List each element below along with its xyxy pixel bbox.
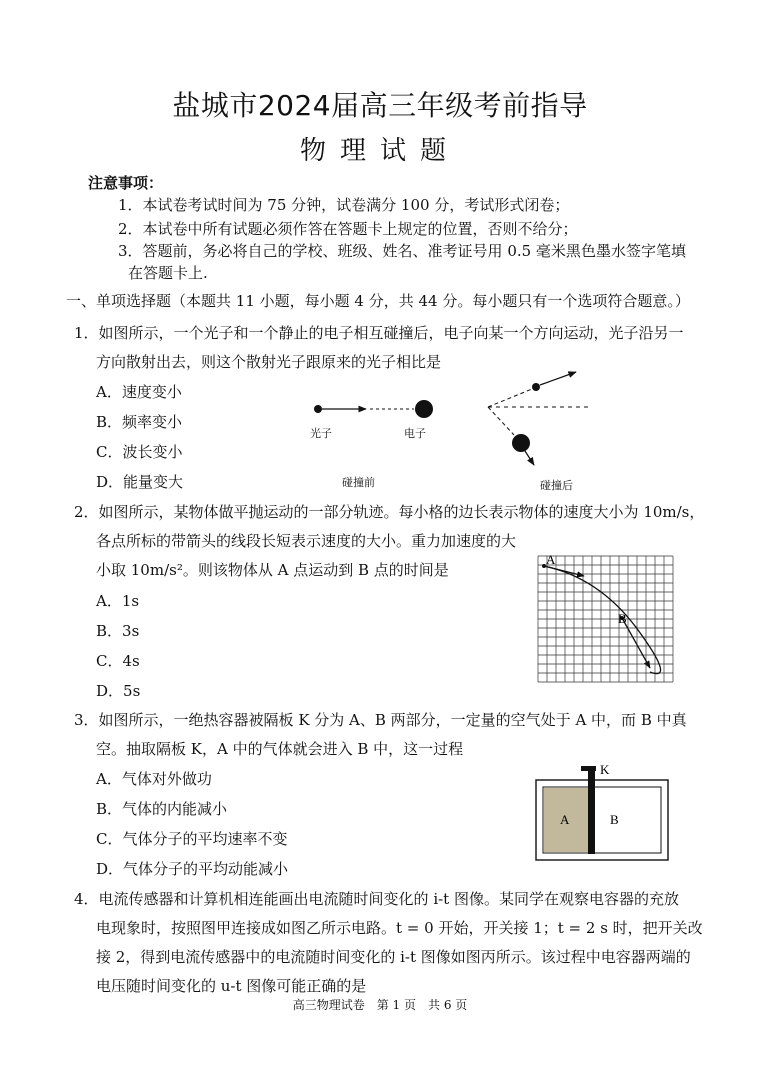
electron-label: 电子: [404, 427, 426, 440]
q2-stem-line3: 小取 10m/s²。则该物体从 A 点运动到 B 点的时间是: [96, 561, 449, 579]
q1-option-b: B．频率变小: [96, 413, 183, 431]
q2-option-a: A．1s: [96, 592, 140, 610]
before-label: 碰撞前: [342, 476, 375, 489]
q1-option-d: D．能量变大: [96, 473, 184, 491]
q2-option-c: C．4s: [96, 652, 140, 670]
photon-scatter-path: [488, 389, 532, 407]
after-collision: [488, 372, 592, 465]
label-k: K: [600, 762, 610, 777]
electron-scatter-path: [488, 407, 514, 435]
velocity-arrow-a: [544, 566, 584, 576]
q3-stem-line1: 3．如图所示，一绝热容器被隔板 K 分为 A、B 两部分，一定量的空气处于 A 中，而 B 中真: [74, 711, 687, 729]
notice-heading: 注意事项：: [88, 174, 164, 192]
q3-option-b: B．气体的内能减小: [96, 800, 228, 818]
notice-item-3-cont: 在答题卡上.: [128, 264, 208, 282]
q2-trajectory-figure: [530, 548, 690, 688]
q1-option-a: A．速度变小: [96, 383, 182, 401]
trajectory-curve: [544, 566, 661, 674]
q1-stem-line2: 方向散射出去，则这个散射光子跟原来的光子相比是: [96, 353, 442, 371]
before-collision: [314, 400, 433, 418]
q4-stem-line4: 电压随时间变化的 u-t 图像可能正确的是: [96, 977, 367, 995]
q3-option-d: D．气体分子的平均动能减小: [96, 860, 289, 878]
photon-label: 光子: [310, 427, 332, 440]
electron-dot: [415, 400, 433, 418]
q2-option-d: D．5s: [96, 682, 141, 700]
page-footer: 高三物理试卷 第 1 页 共 6 页: [292, 998, 468, 1012]
q2-stem-line2: 各点所标的带箭头的线段长短表示速度的大小。重力加速度的大: [96, 532, 517, 550]
notice-item-1: 1．本试卷考试时间为 75 分钟，试卷满分 100 分，考试形式闭卷；: [118, 196, 570, 214]
scattered-photon-arrow: [540, 372, 576, 385]
q4-stem-line2: 电现象时，按照图甲连接成如图乙所示电路。t = 0 开始，开关接 1；t = 2 s 时，把开关改: [96, 919, 703, 937]
q2-option-b: B．3s: [96, 622, 140, 640]
notice-item-2: 2．本试卷中所有试题必须作答在答题卡上规定的位置，否则不给分；: [118, 220, 578, 238]
scattered-electron-dot: [512, 434, 530, 452]
q1-collision-figure: [300, 365, 620, 490]
subject-title: 物理试题: [299, 136, 460, 166]
grid: [538, 556, 673, 682]
notice-item-3: 3．答题前，务必将自己的学校、班级、姓名、准考证号用 0.5 毫米黑色墨水签字笔填: [118, 242, 686, 260]
label-a: A: [560, 812, 570, 827]
q3-container-figure: [530, 758, 680, 863]
scattered-photon-dot: [532, 383, 540, 391]
q1-option-c: C．波长变小: [96, 443, 183, 461]
partition-handle: [581, 766, 596, 771]
q4-stem-line1: 4．电流传感器和计算机相连能画出电流随时间变化的 i-t 图像。某同学在观察电容器的充放: [74, 890, 679, 908]
q3-stem-line2: 空。抽取隔板 K，A 中的气体就会进入 B 中，这一过程: [96, 740, 464, 758]
q3-option-a: A．气体对外做功: [96, 770, 212, 788]
partition-k: [588, 768, 595, 854]
label-a: A: [546, 552, 556, 567]
label-b: B: [618, 611, 627, 626]
q2-stem-line1: 2．如图所示，某物体做平抛运动的一部分轨迹。每小格的边长表示物体的速度大小为 10m/s，: [74, 503, 705, 521]
section-heading: 一、单项选择题（本题共 11 小题，每小题 4 分，共 44 分。每小题只有一个选项符合题意。）: [66, 292, 690, 310]
after-label: 碰撞后: [540, 479, 573, 492]
photon-dot: [314, 405, 322, 413]
q1-stem-line1: 1．如图所示，一个光子和一个静止的电子相互碰撞后，电子向某一个方向运动，光子沿另一: [74, 324, 684, 342]
scattered-electron-arrow: [525, 451, 534, 465]
q4-stem-line3: 接 2，得到电流传感器中的电流随时间变化的 i-t 图像如图丙所示。该过程中电容器两端的: [96, 948, 691, 966]
label-b: B: [610, 812, 619, 827]
exam-title: 盐城市2024届高三年级考前指导: [172, 89, 588, 122]
q3-option-c: C．气体分子的平均速率不变: [96, 830, 288, 848]
